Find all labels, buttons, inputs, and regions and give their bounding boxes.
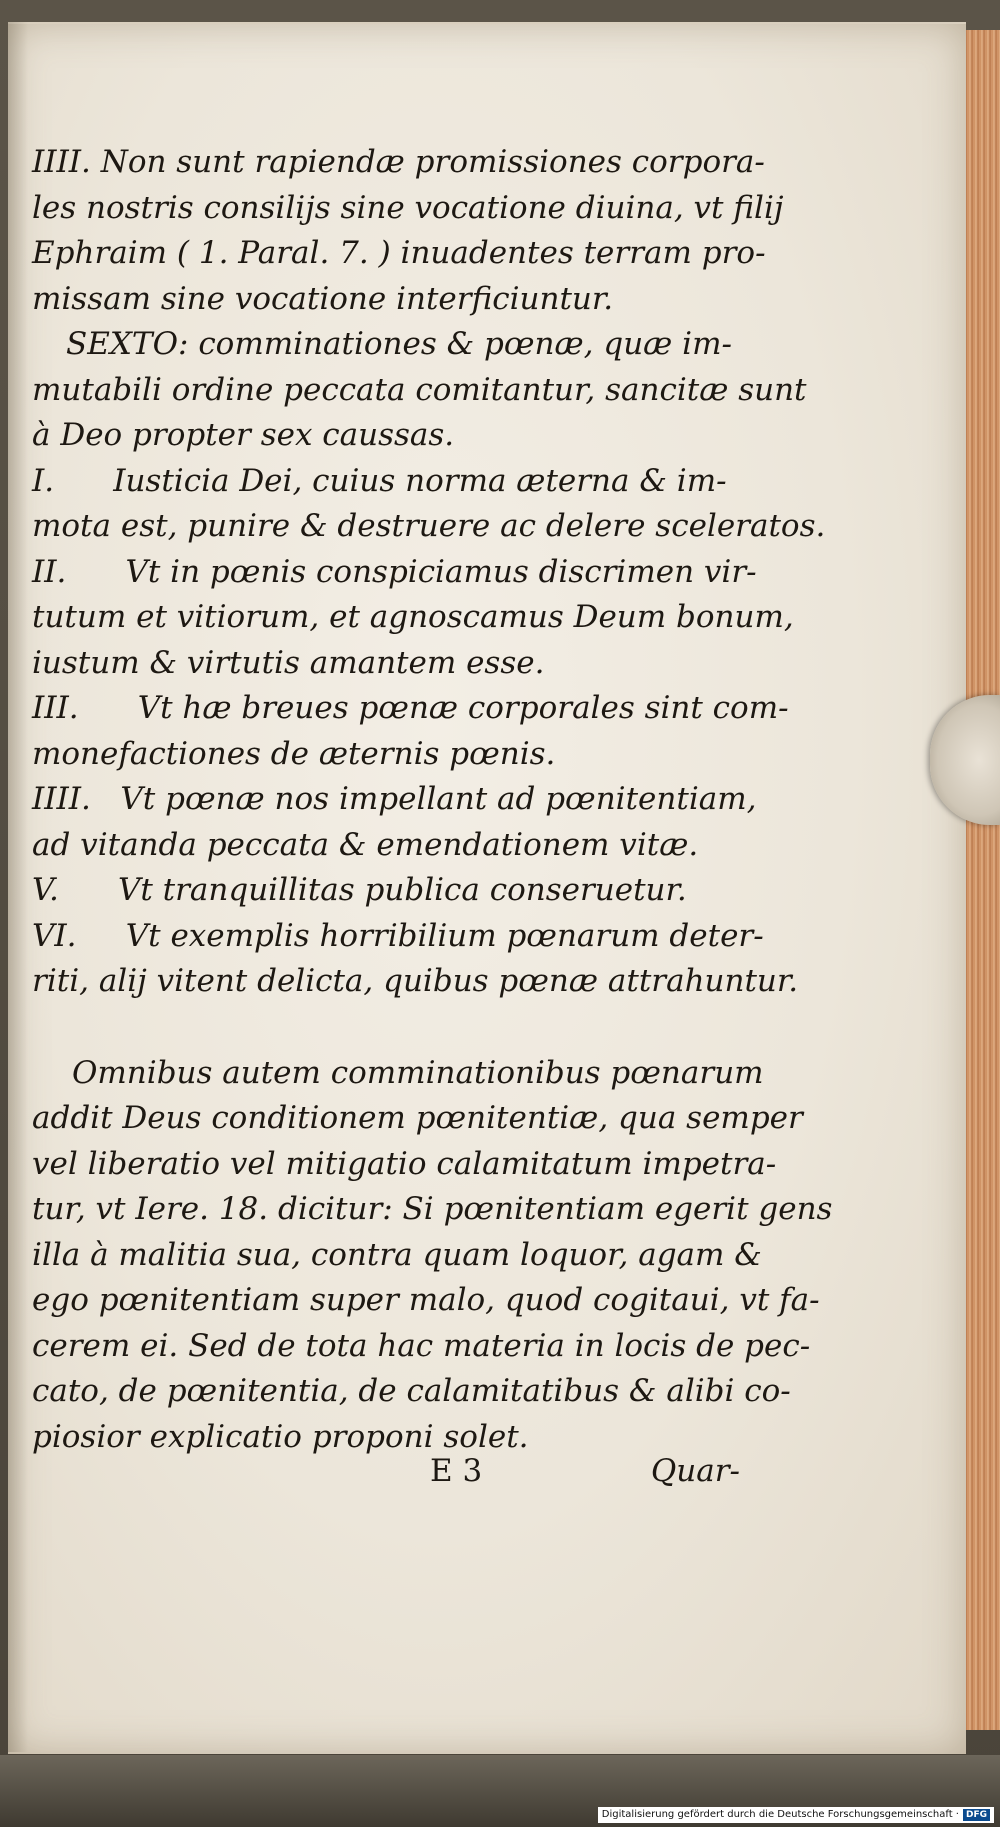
text-line: III. Vt hæ breues pœnæ corporales sint com- (32, 690, 789, 726)
text-line: tutum et vitiorum, et agnoscamus Deum bonum, (32, 599, 794, 635)
text-line: VI. Vt exemplis horribilium pœnarum deter- (32, 917, 764, 954)
text-line: ego pœnitentiam super malo, quod cogitaui, vt fa- (32, 1282, 820, 1318)
page-gutter-shadow (8, 22, 28, 1752)
text-line: Ephraim ( 1. Paral. 7. ) inuadentes terram pro- (32, 235, 766, 271)
text-line: riti, alij vitent delicta, quibus pœnæ attrahuntur. (32, 963, 799, 999)
text-line: IIII. Non sunt rapiendæ promissiones corpora- (32, 144, 765, 180)
text-line: les nostris consilijs sine vocatione diuina, vt filij (32, 189, 784, 226)
paragraph-gap (32, 1005, 742, 1051)
text-line: SEXTO: comminationes & pœnæ, quæ im- (66, 326, 732, 362)
catchword: Quar- (650, 1453, 740, 1489)
signature-mark: E 3 (430, 1453, 483, 1489)
text-line: ad vitanda peccata & emendationem vitæ. (32, 826, 699, 863)
text-line: missam sine vocatione interficiuntur. (32, 280, 614, 317)
page-body-text (32, 140, 833, 1460)
text-line: mutabili ordine peccata comitantur, sancitæ sunt (32, 371, 807, 408)
credit-text: Digitalisierung gefördert durch die Deutsche Forschungsgemeinschaft · (601, 1809, 959, 1820)
dfg-logo-icon: DFG (963, 1809, 990, 1821)
text-line: V. Vt tranquillitas publica conseruetur. (32, 872, 687, 908)
text-line: illa à malitia sua, contra quam loquor, agam & (32, 1236, 762, 1273)
text-line: vel liberatio vel mitigatio calamitatum impetra- (32, 1145, 777, 1182)
text-line: II. Vt in pœnis conspiciamus discrimen vir- (32, 553, 757, 590)
text-line: cato, de pœnitentia, de calamitatibus & alibi co- (32, 1373, 791, 1409)
text-line: Omnibus autem comminationibus pœnarum (72, 1054, 764, 1091)
digitization-credit (598, 1807, 994, 1823)
text-line: cerem ei. Sed de tota hac materia in locis de pec- (32, 1327, 811, 1364)
text-line: tur, vt Iere. 18. dicitur: Si pœnitentiam egerit gens (32, 1191, 833, 1227)
text-line: IIII. Vt pœnæ nos impellant ad pœnitentiam, (32, 781, 757, 817)
text-line: addit Deus conditionem pœnitentiæ, qua semper (32, 1100, 803, 1136)
text-line: mota est, punire & destruere ac delere sceleratos. (32, 508, 826, 544)
text-line: à Deo propter sex caussas. (32, 417, 455, 453)
text-line: monefactiones de æternis pœnis. (32, 735, 556, 772)
text-line: piosior explicatio proponi solet. (32, 1418, 529, 1455)
text-line: I. Iusticia Dei, cuius norma æterna & im- (32, 462, 727, 499)
text-line: iustum & virtutis amantem esse. (32, 644, 545, 681)
